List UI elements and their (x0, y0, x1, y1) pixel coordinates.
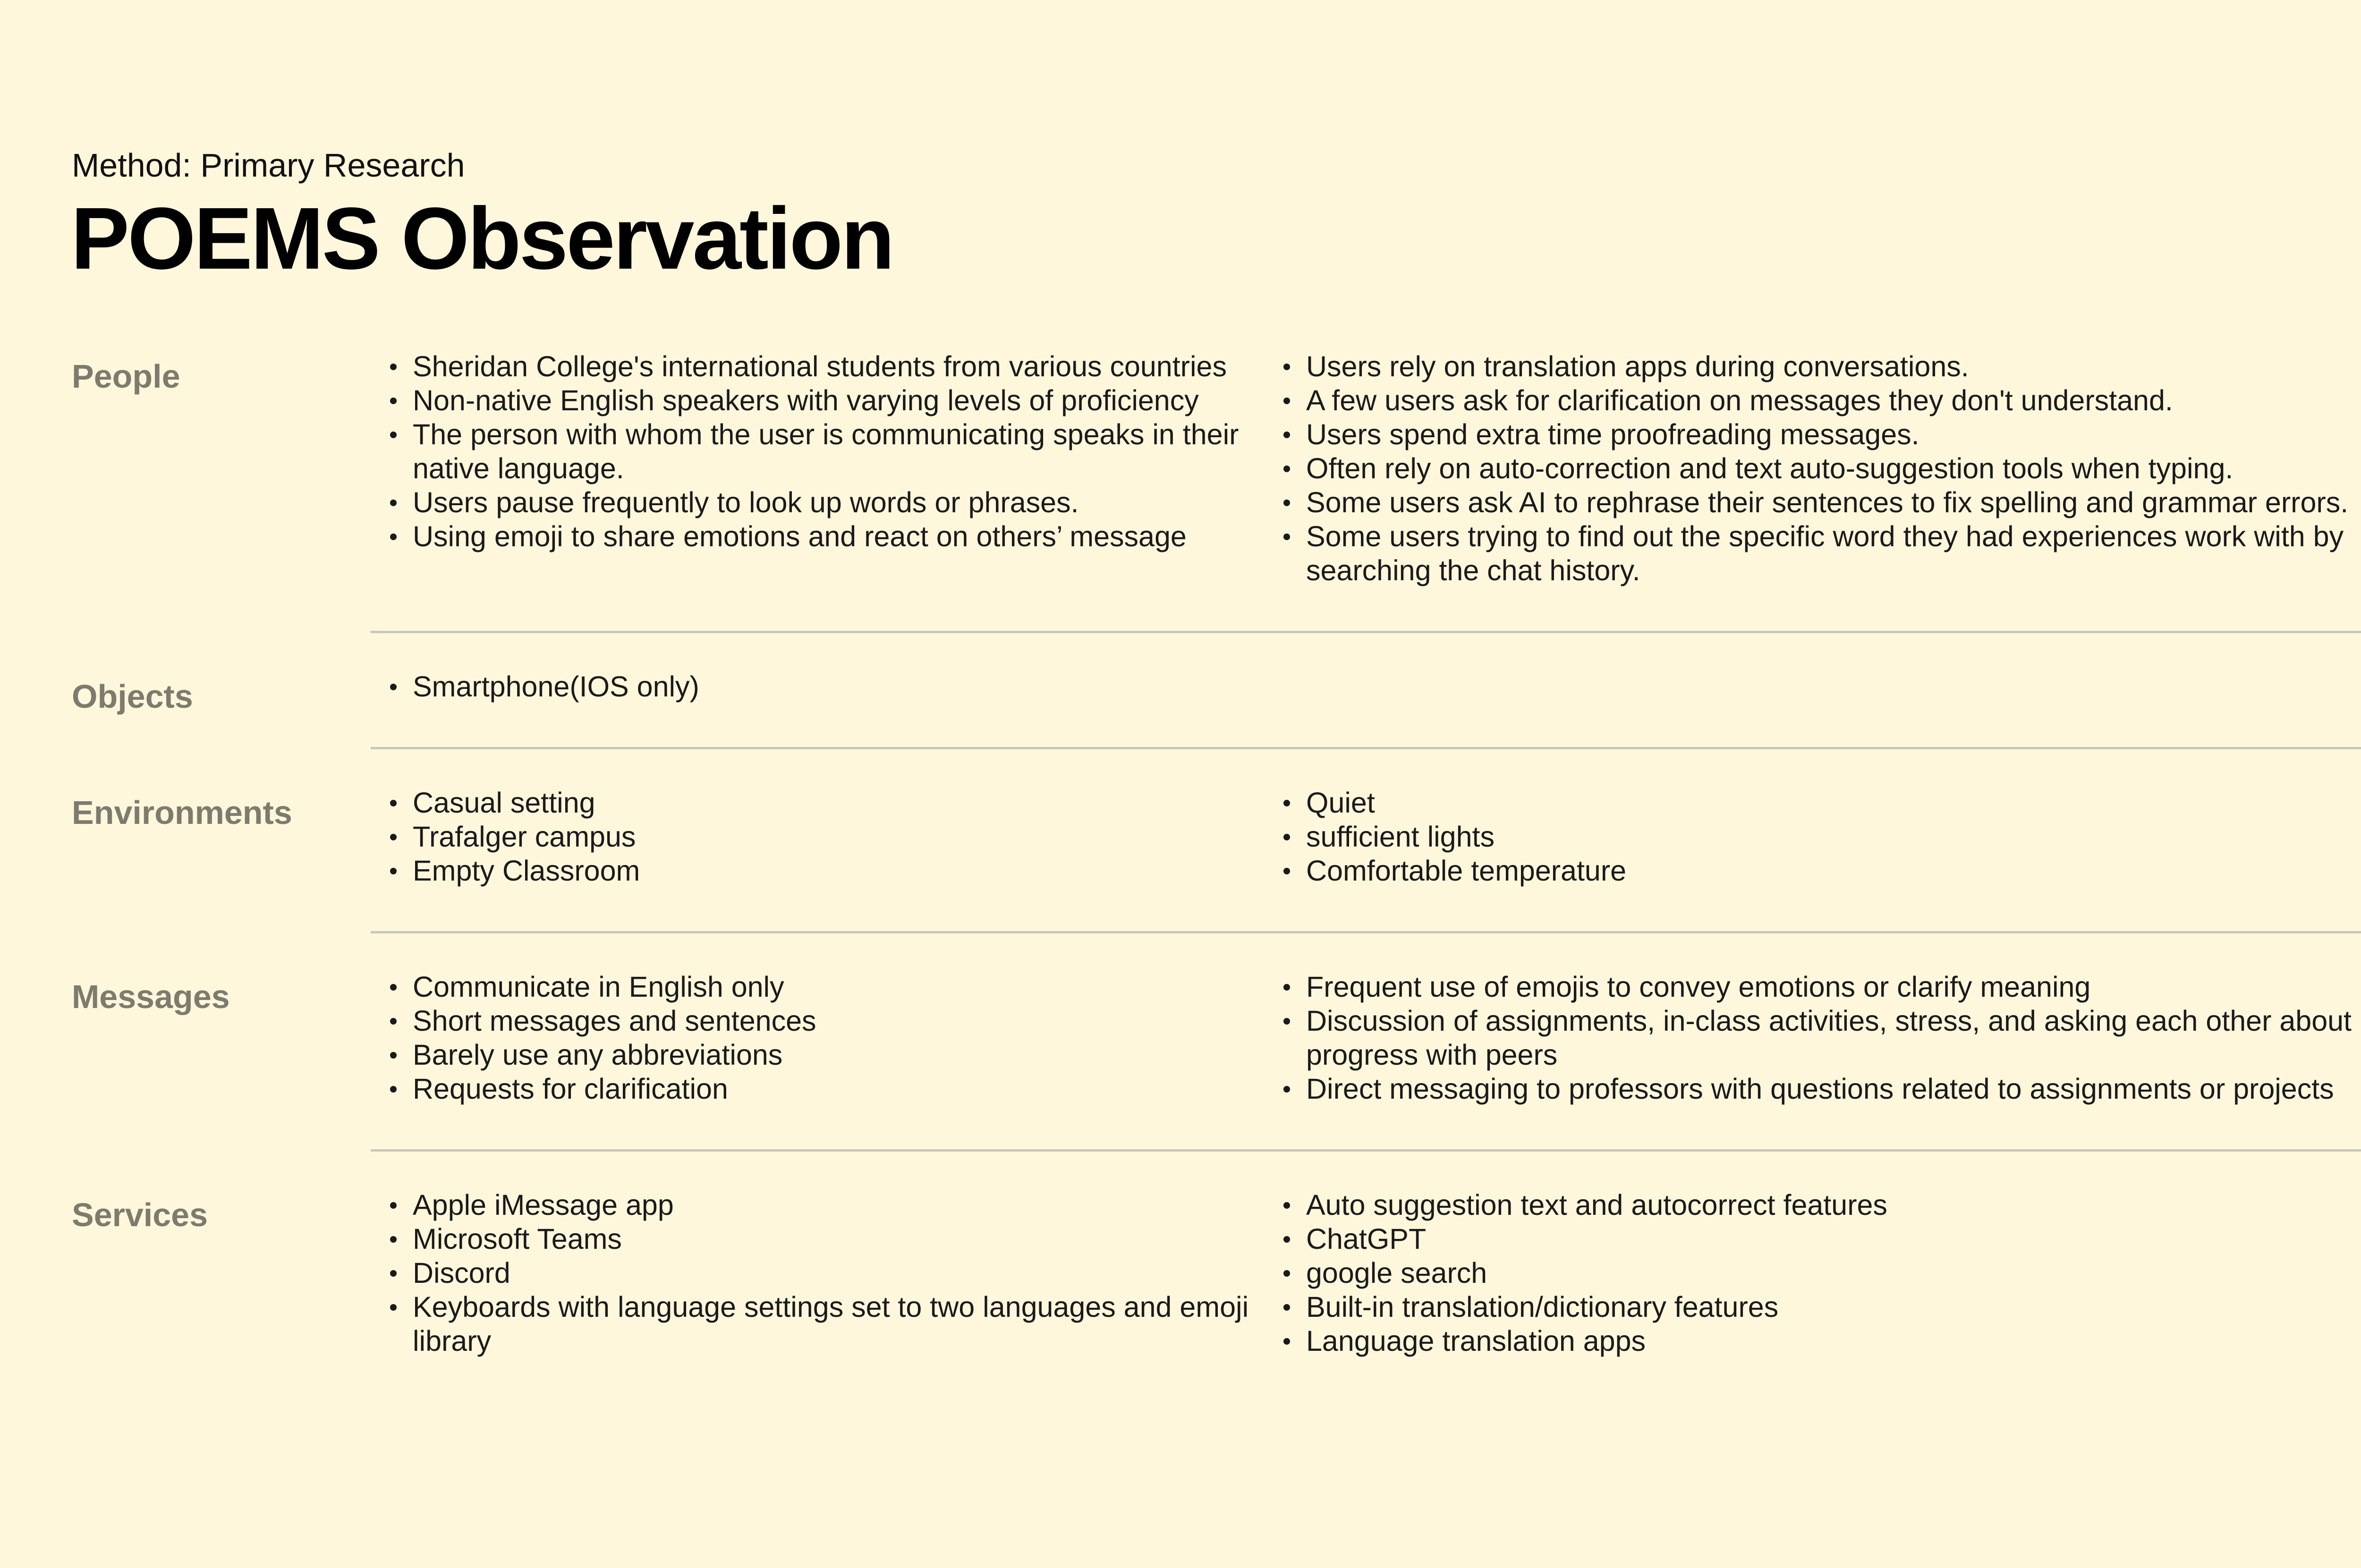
people-list-right (1280, 349, 2361, 587)
section-divider (371, 931, 2361, 933)
list-item: Using emoji to share emotions and react on others’ message (386, 519, 1255, 553)
list-item: Auto suggestion text and autocorrect features (1280, 1188, 2361, 1222)
list-item: Users spend extra time proofreading messages. (1280, 417, 2361, 451)
list-item: Trafalger campus (386, 820, 1255, 854)
environments-list-left (386, 786, 1255, 888)
list-item: Keyboards with language settings set to two languages and emoji library (386, 1290, 1255, 1358)
list-item: Apple iMessage app (386, 1188, 1255, 1222)
section-divider (371, 1149, 2361, 1152)
list-item: Sheridan College's international students from various countries (386, 349, 1255, 383)
messages-list-left (386, 970, 1255, 1106)
list-item: The person with whom the user is communicating speaks in their native language. (386, 417, 1255, 485)
list-item: Empty Classroom (386, 854, 1255, 888)
section-label-objects: Objects (72, 678, 193, 715)
services-list-left (386, 1188, 1255, 1358)
list-item: Comfortable temperature (1280, 854, 2361, 888)
list-item: Casual setting (386, 786, 1255, 820)
list-item: Smartphone(IOS only) (386, 670, 1255, 703)
list-item: ChatGPT (1280, 1222, 2361, 1256)
list-item: Language translation apps (1280, 1324, 2361, 1358)
method-label: Method: Primary Research (72, 147, 465, 184)
list-item: A few users ask for clarification on messages they don't understand. (1280, 383, 2361, 417)
list-item: Discord (386, 1256, 1255, 1290)
section-label-services: Services (72, 1196, 208, 1233)
section-label-people: People (72, 358, 180, 395)
list-item: Communicate in English only (386, 970, 1255, 1004)
list-item: sufficient lights (1280, 820, 2361, 854)
list-item: Frequent use of emojis to convey emotions or clarify meaning (1280, 970, 2361, 1004)
list-item: Short messages and sentences (386, 1004, 1255, 1038)
list-item: Direct messaging to professors with questions related to assignments or projects (1280, 1072, 2361, 1106)
list-item: Barely use any abbreviations (386, 1038, 1255, 1072)
list-item: Often rely on auto-correction and text auto-suggestion tools when typing. (1280, 451, 2361, 485)
section-divider (371, 631, 2361, 633)
environments-list-right (1280, 786, 2361, 888)
list-item: Some users ask AI to rephrase their sentences to fix spelling and grammar errors. (1280, 485, 2361, 519)
list-item: Discussion of assignments, in-class activities, stress, and asking each other about progress with peers (1280, 1004, 2361, 1072)
list-item: Users pause frequently to look up words or phrases. (386, 485, 1255, 519)
page-title: POEMS Observation (71, 190, 893, 288)
section-label-environments: Environments (72, 794, 292, 831)
list-item: Built-in translation/dictionary features (1280, 1290, 2361, 1324)
list-item: google search (1280, 1256, 2361, 1290)
list-item: Non-native English speakers with varying levels of proficiency (386, 383, 1255, 417)
list-item: Users rely on translation apps during conversations. (1280, 349, 2361, 383)
services-list-right (1280, 1188, 2361, 1358)
list-item: Quiet (1280, 786, 2361, 820)
objects-list-left (386, 670, 1255, 703)
list-item: Requests for clarification (386, 1072, 1255, 1106)
list-item: Some users trying to find out the specific word they had experiences work with by searching the chat history. (1280, 519, 2361, 587)
section-label-messages: Messages (72, 978, 230, 1015)
section-divider (371, 747, 2361, 749)
messages-list-right (1280, 970, 2361, 1106)
people-list-left (386, 349, 1255, 553)
list-item: Microsoft Teams (386, 1222, 1255, 1256)
